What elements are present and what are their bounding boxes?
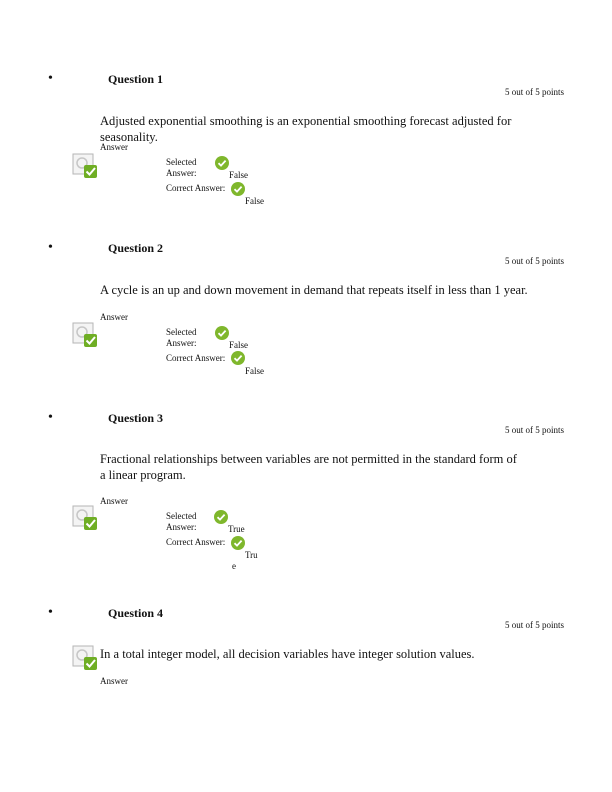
selected-label: Selected: [166, 157, 197, 167]
correct-answer-wrap: e: [232, 561, 236, 571]
question-text: A cycle is an up and down movement in demand that repeats itself in less than 1 year.: [100, 283, 528, 297]
question-points: 5 out of 5 points: [504, 256, 564, 266]
question-points: 5 out of 5 points: [504, 425, 564, 435]
graded-correct-icon: [72, 322, 98, 348]
answer-label: Answer: [100, 676, 128, 686]
question-text: Adjusted exponential smoothing is an exponential smoothing forecast adjusted for seasonality.: [100, 114, 512, 144]
list-bullet: •: [48, 71, 53, 86]
correct-answer-label: Correct Answer:: [166, 353, 226, 363]
correct-answer-label: Correct Answer:: [166, 537, 226, 547]
correct-answer: False: [245, 366, 264, 376]
list-bullet: •: [48, 240, 53, 255]
question-title: Question 3: [108, 411, 164, 425]
question-points: 5 out of 5 points: [504, 620, 564, 630]
answer-colon-label: Answer:: [166, 168, 197, 178]
check-circle-icon: [231, 536, 245, 550]
answer-label: Answer: [100, 312, 128, 322]
question-points: 5 out of 5 points: [504, 87, 564, 97]
graded-correct-icon: [72, 505, 98, 531]
answer-label: Answer: [100, 142, 128, 152]
question-text: In a total integer model, all decision variables have integer solution values.: [100, 647, 475, 661]
answer-colon-label: Answer:: [166, 338, 197, 348]
list-bullet: •: [48, 410, 53, 425]
question-text: Fractional relationships between variables are not permitted in the standard form of a linear program.: [100, 452, 517, 482]
selected-label: Selected: [166, 511, 197, 521]
graded-correct-icon: [72, 153, 98, 179]
question-title: Question 2: [108, 241, 164, 255]
selected-answer: False: [229, 340, 248, 350]
selected-answer: True: [228, 524, 245, 534]
check-circle-icon: [215, 156, 229, 170]
selected-answer: False: [229, 170, 248, 180]
correct-answer: Tru: [245, 550, 258, 560]
answer-colon-label: Answer:: [166, 522, 197, 532]
graded-correct-icon: [72, 645, 98, 671]
check-circle-icon: [214, 510, 228, 524]
question-title: Question 1: [108, 72, 164, 86]
check-circle-icon: [215, 326, 229, 340]
list-bullet: •: [48, 605, 53, 620]
check-circle-icon: [231, 351, 245, 365]
correct-answer: False: [245, 196, 264, 206]
answer-label: Answer: [100, 496, 128, 506]
selected-label: Selected: [166, 327, 197, 337]
correct-answer-label: Correct Answer:: [166, 183, 226, 193]
check-circle-icon: [231, 182, 245, 196]
question-title: Question 4: [108, 606, 164, 620]
